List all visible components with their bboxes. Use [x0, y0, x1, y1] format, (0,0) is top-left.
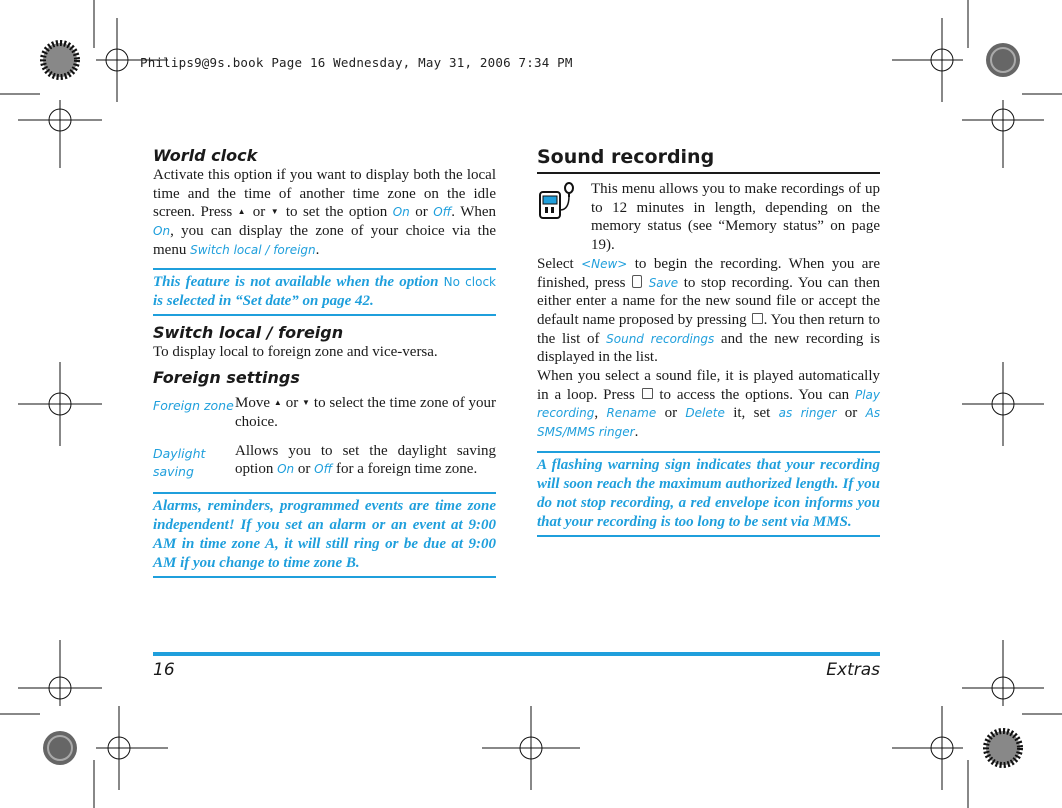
note-flashing-warning: A flashing warning sign indicates that your recording will soon reach the maximum authorized length. If you do not stop recording, a red envelope icon informs you that your recording is too long to be sent via MMS. — [537, 451, 880, 537]
registration-target-left-top — [18, 100, 102, 168]
ok-key-icon — [752, 313, 763, 324]
sound-recording-intro: This menu allows you to make recordings of up to 12 minutes in length, depending on the memory status (see “Memory status” on page 19). — [591, 181, 880, 254]
up-arrow-icon: ▲ — [237, 207, 248, 217]
star-target-bottom-left — [43, 731, 77, 765]
registration-target-left-mid — [18, 362, 102, 446]
registration-target-bottom-right — [892, 706, 963, 790]
star-target-top-left — [43, 43, 77, 77]
registration-target-top-right — [892, 18, 963, 102]
down-arrow-icon: ▼ — [302, 398, 311, 408]
note-alarms-time-zone: Alarms, reminders, programmed events are time zone independent! If you set an alarm or an event at 9:00 AM in time zone A, it will still ring or be due at 9:00 AM if you change to time zone B. — [153, 492, 496, 578]
registration-target-bottom-center — [482, 706, 580, 790]
up-arrow-icon: ▲ — [273, 398, 282, 408]
option-description: Allows you to set the daylight saving option On or Off for a foreign time zone. — [235, 442, 496, 478]
option-description: Move ▲ or ▼ to select the time zone of your choice. — [235, 395, 497, 430]
note-no-clock: This feature is not available when the option No clock is selected in “Set date” on page 42. — [153, 268, 496, 316]
section-title: Extras — [826, 660, 880, 680]
ok-key-icon — [642, 388, 653, 399]
star-target-bottom-right — [986, 731, 1020, 765]
intro-block — [537, 180, 880, 255]
star-target-top-right — [986, 43, 1020, 77]
registration-target-left-bottom — [18, 640, 102, 706]
page-number: 16 — [153, 660, 175, 680]
down-arrow-icon: ▼ — [270, 207, 281, 217]
option-term: Foreign zone — [153, 398, 234, 414]
left-softkey-icon — [632, 275, 642, 288]
world-clock-heading: World clock — [153, 146, 258, 165]
sound-recording-heading: Sound recording — [537, 146, 880, 174]
option-term: Daylight saving — [153, 445, 206, 479]
world-clock-text: Activate this option if you want to display both the local time and the time of another time zone on the idle screen. Press ▲ or ▼ to set the option On or Off. When On, you can display the zone of your choice via the menu Switch local / foreign. — [153, 167, 497, 258]
registration-target-right-bottom — [962, 640, 1044, 706]
table-row — [153, 432, 496, 481]
microphone-recorder-icon — [537, 180, 581, 230]
print-header-line: Philips9@9s.book Page 16 Wednesday, May 31, 2006 7:34 PM — [140, 55, 573, 70]
registration-target-right-top — [962, 100, 1044, 168]
registration-target-right-mid — [962, 362, 1044, 446]
page-footer — [153, 652, 880, 680]
switch-local-foreign-text: To display local to foreign zone and vice-versa. — [153, 343, 438, 360]
foreign-settings-heading: Foreign settings — [153, 368, 300, 388]
sound-file-options-text: When you select a sound file, it is played automatically in a loop. Press to access the options. You can Play recording, Rename or Delete it, set as ringer or As SMS/MMS ringer. — [537, 368, 881, 441]
foreign-settings-table — [153, 394, 496, 480]
left-column — [153, 146, 496, 578]
sound-recording-text: Select <New> to begin the recording. When you are finished, press Save to stop recording. You can then either enter a name for the new sound file or accept the default name proposed by pressing . You then return to the list of Sound recordings and the new recording is displayed in the list. — [537, 255, 881, 366]
table-row — [153, 394, 496, 431]
registration-target-bottom-left — [96, 706, 168, 790]
switch-local-foreign-heading: Switch local / foreign — [153, 322, 344, 342]
right-column — [537, 146, 880, 537]
